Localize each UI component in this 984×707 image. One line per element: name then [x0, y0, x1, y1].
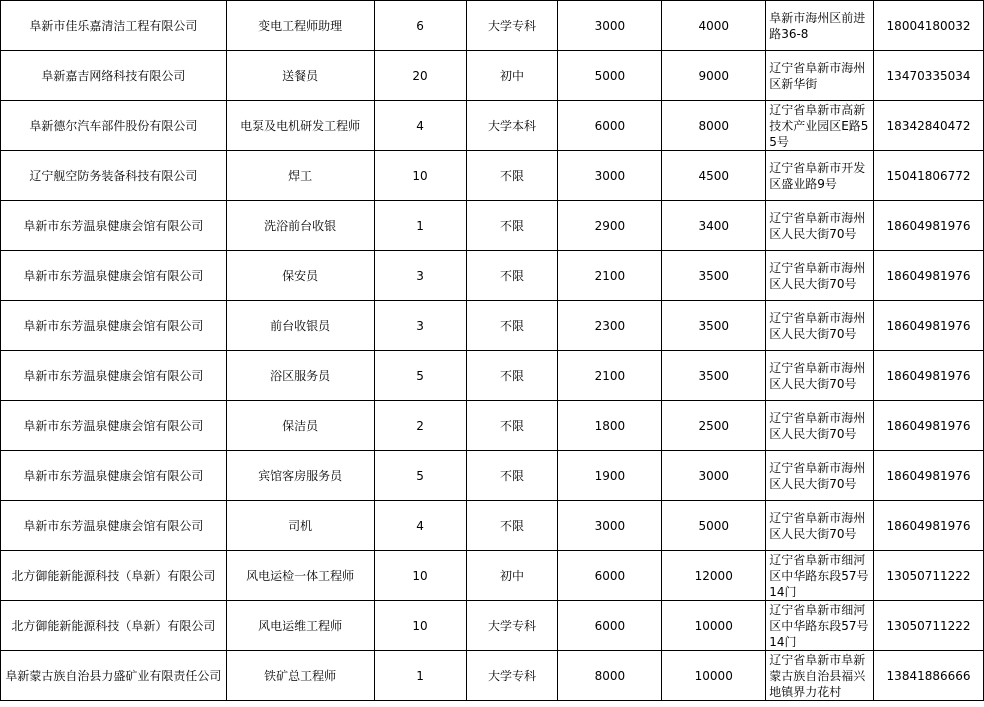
- salary-max-cell: 4000: [662, 1, 766, 51]
- address-cell: 辽宁省阜新市海州区人民大街70号: [766, 301, 874, 351]
- phone-cell: 18342840472: [874, 101, 984, 151]
- address-cell: 辽宁省阜新市开发区盛业路9号: [766, 151, 874, 201]
- position-cell: 洗浴前台收银: [226, 201, 374, 251]
- headcount-cell: 4: [374, 101, 466, 151]
- table-row: [1, 1, 984, 51]
- education-cell: 初中: [466, 551, 558, 601]
- salary-min-cell: 2900: [558, 201, 662, 251]
- headcount-cell: 10: [374, 601, 466, 651]
- position-cell: 电泵及电机研发工程师: [226, 101, 374, 151]
- table-row: [1, 151, 984, 201]
- salary-max-cell: 10000: [662, 651, 766, 701]
- company-cell: 阜新市东芳温泉健康会馆有限公司: [1, 251, 227, 301]
- address-cell: 辽宁省阜新市高新技术产业园区E路55号: [766, 101, 874, 151]
- salary-max-cell: 3400: [662, 201, 766, 251]
- education-cell: 不限: [466, 151, 558, 201]
- company-cell: 阜新市东芳温泉健康会馆有限公司: [1, 401, 227, 451]
- education-cell: 不限: [466, 351, 558, 401]
- table-body: [1, 1, 984, 701]
- phone-cell: 15041806772: [874, 151, 984, 201]
- education-cell: 大学专科: [466, 601, 558, 651]
- salary-max-cell: 10000: [662, 601, 766, 651]
- table-row: [1, 351, 984, 401]
- position-cell: 焊工: [226, 151, 374, 201]
- table-row: [1, 651, 984, 701]
- table-row: [1, 251, 984, 301]
- phone-cell: 18004180032: [874, 1, 984, 51]
- phone-cell: 18604981976: [874, 251, 984, 301]
- phone-cell: 13841886666: [874, 651, 984, 701]
- salary-min-cell: 6000: [558, 601, 662, 651]
- position-cell: 司机: [226, 501, 374, 551]
- headcount-cell: 3: [374, 301, 466, 351]
- salary-min-cell: 6000: [558, 551, 662, 601]
- position-cell: 保安员: [226, 251, 374, 301]
- position-cell: 浴区服务员: [226, 351, 374, 401]
- salary-max-cell: 9000: [662, 51, 766, 101]
- headcount-cell: 10: [374, 551, 466, 601]
- education-cell: 初中: [466, 51, 558, 101]
- position-cell: 送餐员: [226, 51, 374, 101]
- phone-cell: 18604981976: [874, 201, 984, 251]
- salary-min-cell: 6000: [558, 101, 662, 151]
- salary-max-cell: 3500: [662, 301, 766, 351]
- company-cell: 阜新市东芳温泉健康会馆有限公司: [1, 201, 227, 251]
- address-cell: 阜新市海州区前进路36-8: [766, 1, 874, 51]
- salary-min-cell: 2100: [558, 251, 662, 301]
- headcount-cell: 5: [374, 451, 466, 501]
- headcount-cell: 5: [374, 351, 466, 401]
- salary-max-cell: 3500: [662, 351, 766, 401]
- salary-max-cell: 3500: [662, 251, 766, 301]
- headcount-cell: 1: [374, 201, 466, 251]
- address-cell: 辽宁省阜新市细河区中华路东段57号14门: [766, 601, 874, 651]
- position-cell: 变电工程师助理: [226, 1, 374, 51]
- salary-min-cell: 5000: [558, 51, 662, 101]
- salary-min-cell: 1900: [558, 451, 662, 501]
- salary-max-cell: 3000: [662, 451, 766, 501]
- salary-min-cell: 8000: [558, 651, 662, 701]
- phone-cell: 18604981976: [874, 351, 984, 401]
- position-cell: 风电运检一体工程师: [226, 551, 374, 601]
- phone-cell: 13470335034: [874, 51, 984, 101]
- company-cell: 阜新嘉吉网络科技有限公司: [1, 51, 227, 101]
- salary-max-cell: 2500: [662, 401, 766, 451]
- phone-cell: 18604981976: [874, 501, 984, 551]
- phone-cell: 18604981976: [874, 301, 984, 351]
- address-cell: 辽宁省阜新市海州区新华街: [766, 51, 874, 101]
- education-cell: 不限: [466, 501, 558, 551]
- headcount-cell: 6: [374, 1, 466, 51]
- salary-min-cell: 1800: [558, 401, 662, 451]
- salary-max-cell: 4500: [662, 151, 766, 201]
- headcount-cell: 10: [374, 151, 466, 201]
- address-cell: 辽宁省阜新市阜新蒙古族自治县福兴地镇界力花村: [766, 651, 874, 701]
- salary-min-cell: 3000: [558, 151, 662, 201]
- education-cell: 不限: [466, 201, 558, 251]
- position-cell: 铁矿总工程师: [226, 651, 374, 701]
- education-cell: 不限: [466, 401, 558, 451]
- table-row: [1, 451, 984, 501]
- table-row: [1, 301, 984, 351]
- headcount-cell: 1: [374, 651, 466, 701]
- phone-cell: 18604981976: [874, 401, 984, 451]
- education-cell: 不限: [466, 451, 558, 501]
- salary-max-cell: 12000: [662, 551, 766, 601]
- position-cell: 风电运维工程师: [226, 601, 374, 651]
- salary-min-cell: 2100: [558, 351, 662, 401]
- salary-min-cell: 3000: [558, 1, 662, 51]
- headcount-cell: 4: [374, 501, 466, 551]
- education-cell: 大学专科: [466, 1, 558, 51]
- phone-cell: 13050711222: [874, 551, 984, 601]
- table-row: [1, 51, 984, 101]
- company-cell: 辽宁舰空防务装备科技有限公司: [1, 151, 227, 201]
- address-cell: 辽宁省阜新市细河区中华路东段57号14门: [766, 551, 874, 601]
- salary-max-cell: 8000: [662, 101, 766, 151]
- position-cell: 前台收银员: [226, 301, 374, 351]
- table-row: [1, 401, 984, 451]
- education-cell: 不限: [466, 301, 558, 351]
- education-cell: 大学本科: [466, 101, 558, 151]
- address-cell: 辽宁省阜新市海州区人民大街70号: [766, 451, 874, 501]
- salary-min-cell: 2300: [558, 301, 662, 351]
- address-cell: 辽宁省阜新市海州区人民大街70号: [766, 201, 874, 251]
- table-row: [1, 501, 984, 551]
- company-cell: 阜新德尔汽车部件股份有限公司: [1, 101, 227, 151]
- table-row: [1, 101, 984, 151]
- position-cell: 保洁员: [226, 401, 374, 451]
- company-cell: 阜新蒙古族自治县力盛矿业有限责任公司: [1, 651, 227, 701]
- company-cell: 北方御能新能源科技（阜新）有限公司: [1, 601, 227, 651]
- table-row: [1, 601, 984, 651]
- address-cell: 辽宁省阜新市海州区人民大街70号: [766, 351, 874, 401]
- headcount-cell: 2: [374, 401, 466, 451]
- address-cell: 辽宁省阜新市海州区人民大街70号: [766, 501, 874, 551]
- salary-max-cell: 5000: [662, 501, 766, 551]
- company-cell: 北方御能新能源科技（阜新）有限公司: [1, 551, 227, 601]
- table-row: [1, 201, 984, 251]
- table-row: [1, 551, 984, 601]
- company-cell: 阜新市东芳温泉健康会馆有限公司: [1, 451, 227, 501]
- headcount-cell: 3: [374, 251, 466, 301]
- company-cell: 阜新市东芳温泉健康会馆有限公司: [1, 301, 227, 351]
- company-cell: 阜新市东芳温泉健康会馆有限公司: [1, 351, 227, 401]
- company-cell: 阜新市佳乐嘉清洁工程有限公司: [1, 1, 227, 51]
- education-cell: 不限: [466, 251, 558, 301]
- address-cell: 辽宁省阜新市海州区人民大街70号: [766, 251, 874, 301]
- salary-min-cell: 3000: [558, 501, 662, 551]
- education-cell: 大学专科: [466, 651, 558, 701]
- address-cell: 辽宁省阜新市海州区人民大街70号: [766, 401, 874, 451]
- phone-cell: 18604981976: [874, 451, 984, 501]
- position-cell: 宾馆客房服务员: [226, 451, 374, 501]
- company-cell: 阜新市东芳温泉健康会馆有限公司: [1, 501, 227, 551]
- phone-cell: 13050711222: [874, 601, 984, 651]
- headcount-cell: 20: [374, 51, 466, 101]
